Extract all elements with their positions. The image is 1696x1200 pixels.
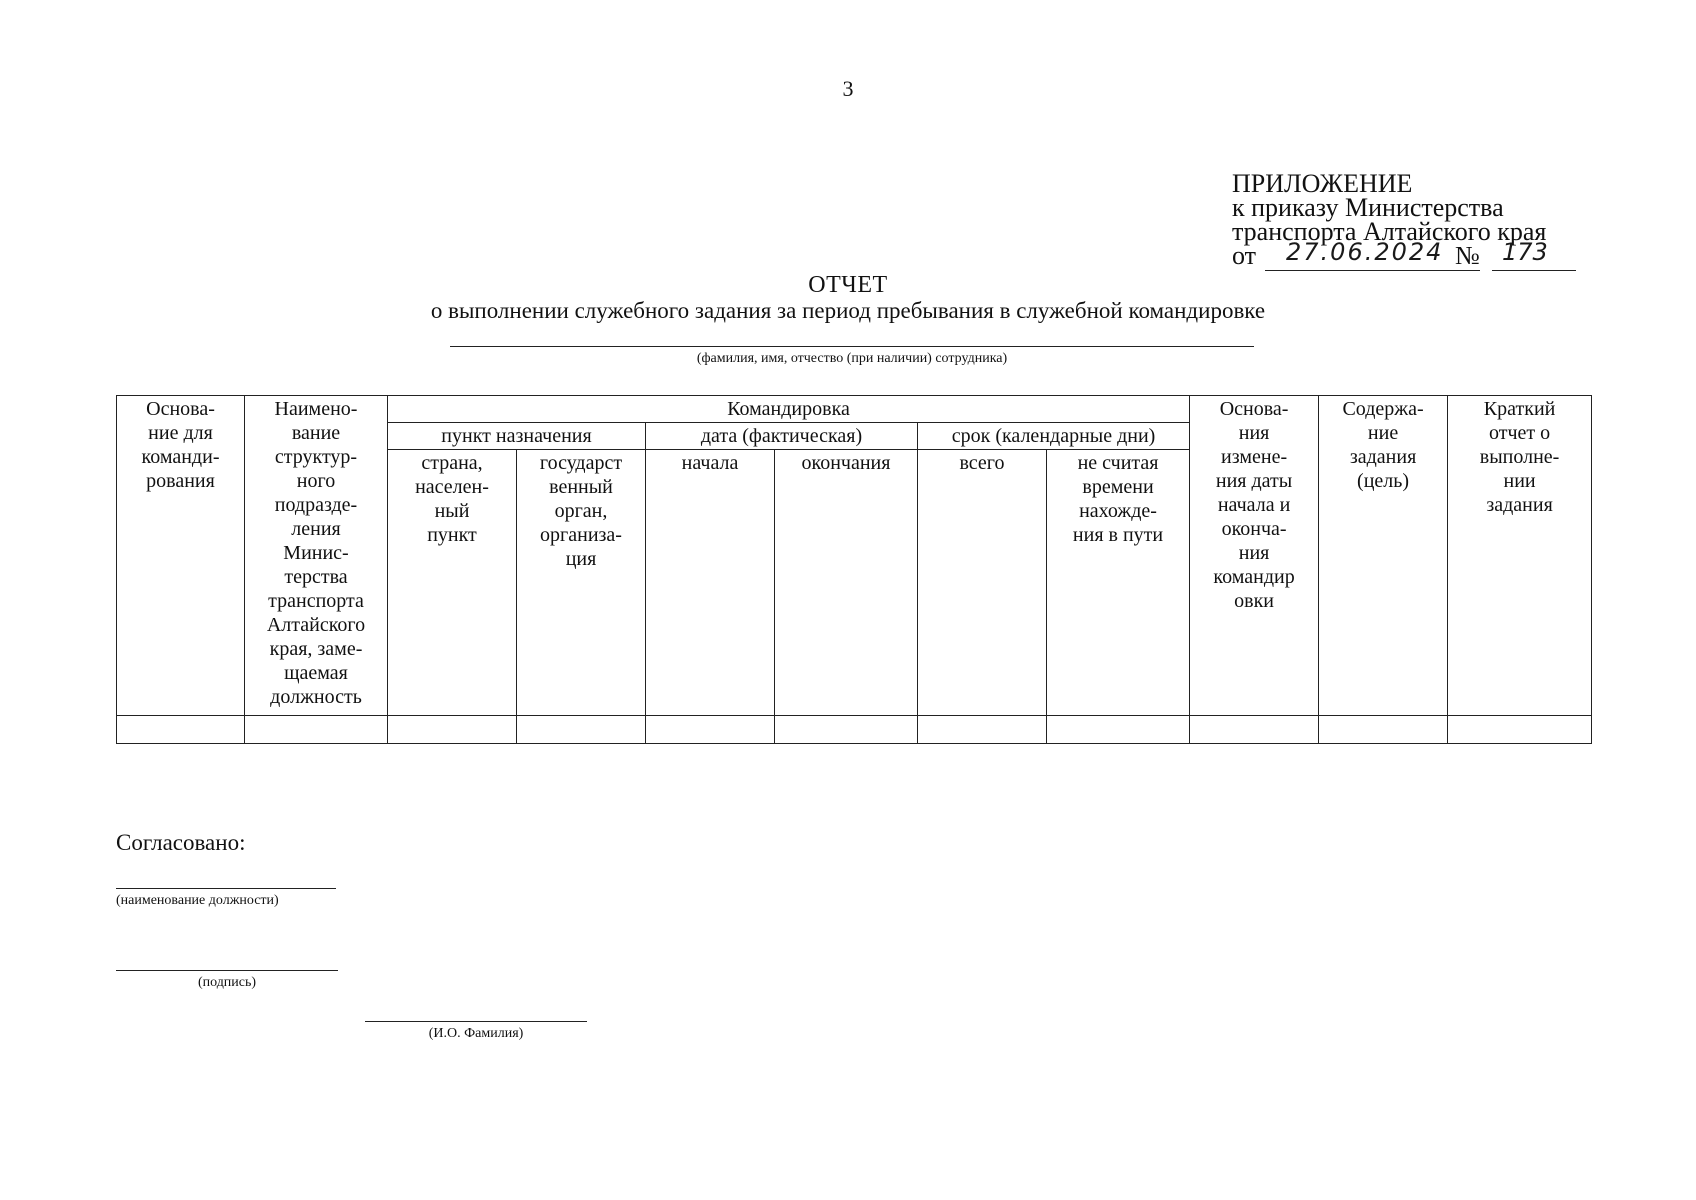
table-row — [117, 716, 1592, 744]
header-excluding-travel: не считая времени нахожде- ния в пути — [1047, 450, 1190, 716]
annex-line-2: транспорта Алтайского края — [1232, 217, 1547, 246]
header-basis: Основа- ние для команди- рования — [117, 396, 245, 716]
report-subtitle: о выполнении служебного задания за период пребывания в служебной командировке — [430, 298, 1266, 323]
header-country: страна, населен- ный пункт — [388, 450, 517, 716]
agreed-label: Согласовано: — [116, 830, 246, 855]
position-line — [116, 888, 336, 889]
report-title: ОТЧЕТ — [808, 272, 888, 298]
annex-line-1: к приказу Министерства — [1232, 193, 1504, 222]
header-brief-report: Краткий отчет о выполне- нии задания — [1448, 396, 1592, 716]
number-sign: № — [1455, 241, 1480, 270]
header-date: дата (фактическая) — [646, 423, 918, 450]
name-line — [365, 1021, 587, 1022]
signature-caption: (подпись) — [197, 975, 257, 990]
position-caption: (наименование должности) — [116, 893, 279, 908]
header-trip: Командировка — [388, 396, 1190, 423]
header-start: начала — [646, 450, 775, 716]
report-table — [116, 395, 1592, 744]
annex-title: ПРИЛОЖЕНИЕ — [1232, 169, 1413, 198]
name-caption: (И.О. Фамилия) — [428, 1026, 524, 1041]
header-change-basis: Основа- ния измене- ния даты начала и оконча- ния командир овки — [1190, 396, 1319, 716]
signature-line — [116, 970, 338, 971]
header-destination: пункт назначения — [388, 423, 646, 450]
header-task-content: Содержа- ние задания (цель) — [1319, 396, 1448, 716]
order-prefix: от — [1232, 241, 1257, 270]
header-division: Наимено- вание структур- ного подразде- ления Минис- терства транспорта Алтайского края, заме- щаемая должность — [245, 396, 388, 716]
header-total: всего — [918, 450, 1047, 716]
order-number: 173 — [1502, 238, 1548, 266]
annex-block — [1232, 169, 1548, 274]
header-row-1 — [117, 396, 1592, 423]
page-number: 3 — [842, 76, 854, 101]
order-date: 27.06.2024 — [1286, 238, 1444, 266]
employee-name-caption: (фамилия, имя, отчество (при наличии) сотрудника) — [696, 351, 1008, 366]
employee-name-line — [450, 346, 1254, 347]
header-organization: государст венный орган, организа- ция — [517, 450, 646, 716]
header-term: срок (календарные дни) — [918, 423, 1190, 450]
order-line — [1232, 238, 1548, 274]
header-end: окончания — [775, 450, 918, 716]
